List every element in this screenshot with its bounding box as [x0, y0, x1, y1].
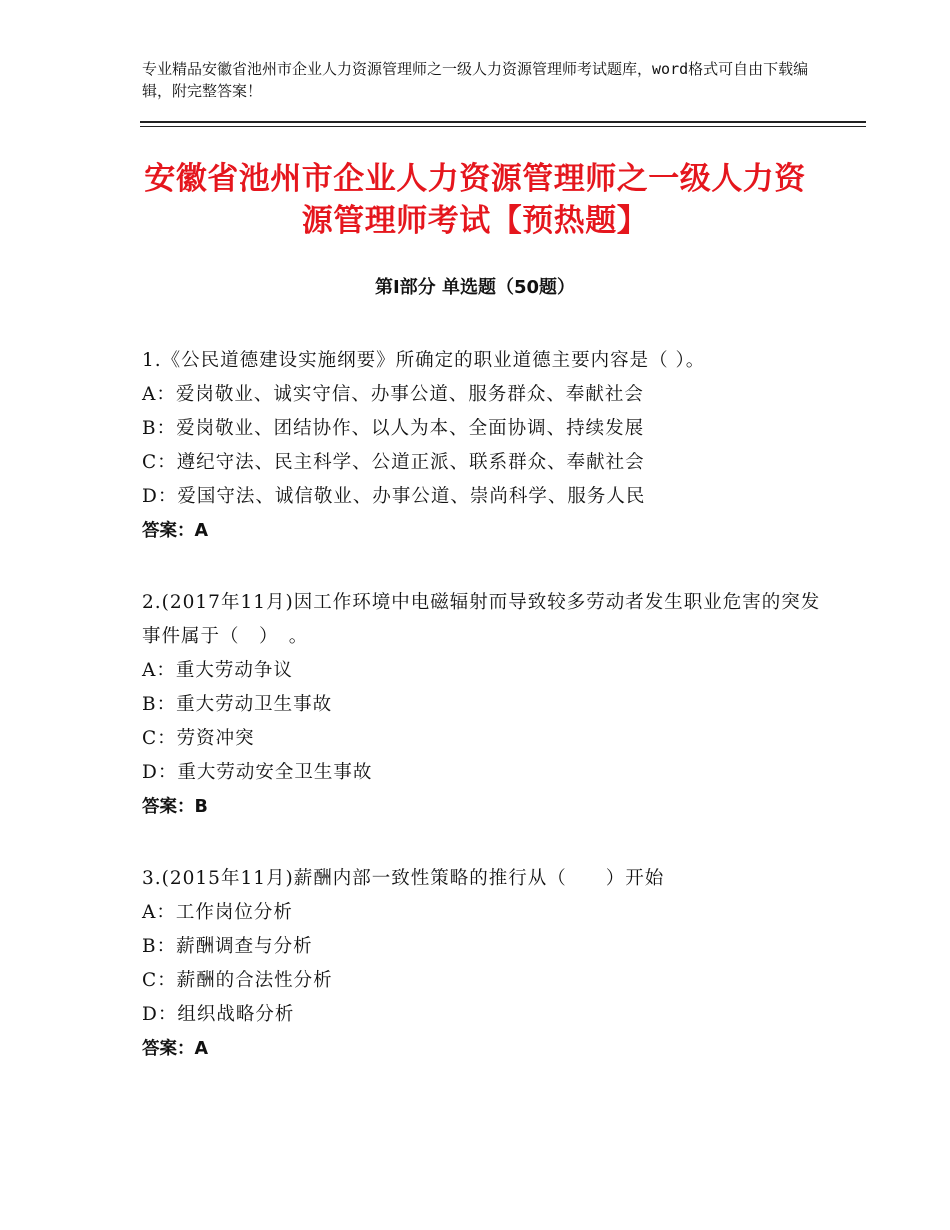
option-c: C：薪酬的合法性分析 [142, 970, 333, 991]
header-note: 专业精品安徽省池州市企业人力资源管理师之一级人力资源管理师考试题库，word格式可自由下载编辑，附完整答案！ [142, 60, 809, 100]
section-title: 第Ⅰ部分 单选题（50题） [374, 277, 575, 298]
answer: 答案：B [142, 797, 208, 817]
question-1 [142, 344, 822, 548]
document-title: 安徽省池州市企业人力资源管理师之一级人力资源管理师考试【预热题】 [144, 161, 806, 239]
header-rule-thick [140, 121, 866, 123]
option-b: B：薪酬调查与分析 [142, 936, 313, 957]
option-a: A：爱岗敬业、诚实守信、办事公道、服务群众、奉献社会 [142, 384, 644, 405]
answer: 答案：A [142, 1039, 209, 1059]
question-2 [142, 586, 822, 824]
option-a: A：重大劳动争议 [142, 660, 293, 681]
option-c: C：遵纪守法、民主科学、公道正派、联系群众、奉献社会 [142, 452, 645, 473]
question-3 [142, 862, 822, 1066]
question-list [142, 344, 822, 1104]
option-b: B：爱岗敬业、团结协作、以人为本、全面协调、持续发展 [142, 418, 645, 439]
header-rule-thin [140, 126, 866, 127]
option-d: D：重大劳动安全卫生事故 [142, 762, 373, 783]
question-stem: 3.(2015年11月)薪酬内部一致性策略的推行从（ ）开始 [142, 868, 665, 889]
option-d: D：爱国守法、诚信敬业、办事公道、崇尚科学、服务人民 [142, 486, 646, 507]
option-b: B：重大劳动卫生事故 [142, 694, 333, 715]
answer: 答案：A [142, 521, 209, 541]
option-c: C：劳资冲突 [142, 728, 255, 749]
option-a: A：工作岗位分析 [142, 902, 293, 923]
question-stem: 1.《公民道德建设实施纲要》所确定的职业道德主要内容是（ ）。 [142, 350, 706, 371]
question-stem: 2.(2017年11月)因工作环境中电磁辐射而导致较多劳动者发生职业危害的突发事件属于（ ） 。 [142, 592, 821, 647]
option-d: D：组织战略分析 [142, 1004, 295, 1025]
